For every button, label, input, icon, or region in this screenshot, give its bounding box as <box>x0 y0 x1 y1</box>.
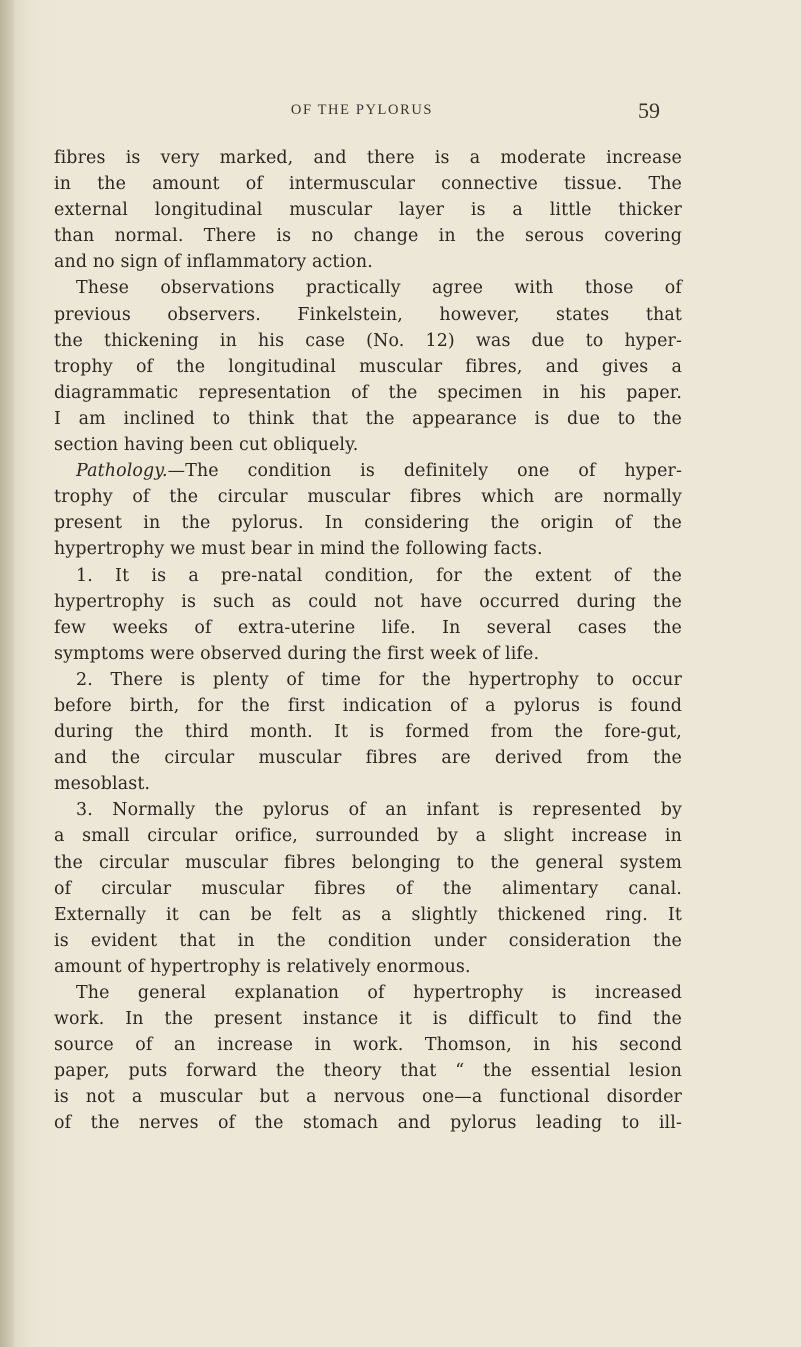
text-line: 1. It is a pre-natal condition, for the extent of the <box>76 565 682 586</box>
text-line-rest: —The condition is definitely one of hyper- <box>167 461 682 482</box>
text-line: and no sign of inflammatory action. <box>54 252 373 273</box>
text-line: mesoblast. <box>54 774 151 795</box>
body-text <box>54 145 682 1137</box>
text-line: of circular muscular fibres of the alimentary canal. <box>54 878 682 899</box>
text-line: trophy of the circular muscular fibres which are normally <box>54 487 682 508</box>
text-line: source of an increase in work. Thomson, in his second <box>54 1035 682 1056</box>
text-line: hypertrophy we must bear in mind the following facts. <box>54 539 543 560</box>
text-line <box>54 458 682 484</box>
text-line: trophy of the longitudinal muscular fibres, and gives a <box>54 356 682 377</box>
text-line: external longitudinal muscular layer is a little thicker <box>54 200 682 221</box>
text-line: paper, puts forward the theory that “ the essential lesion <box>54 1061 682 1082</box>
text-line: and the circular muscular fibres are derived from the <box>54 748 682 769</box>
text-line: is not a muscular but a nervous one—a functional disorder <box>54 1087 682 1108</box>
text-line: work. In the present instance it is difficult to find the <box>54 1009 682 1030</box>
text-line: the thickening in his case (No. 12) was due to hyper- <box>54 330 682 351</box>
text-line: in the amount of intermuscular connective tissue. The <box>54 174 682 195</box>
text-line: I am inclined to think that the appearance is due to the <box>54 408 682 429</box>
text-line: The general explanation of hypertrophy is increased <box>76 983 682 1003</box>
text-line: 2. There is plenty of time for the hypertrophy to occur <box>76 669 682 690</box>
text-line: amount of hypertrophy is relatively enormous. <box>54 956 471 977</box>
text-line: Externally it can be felt as a slightly thickened ring. It <box>54 904 682 925</box>
text-line: of the nerves of the stomach and pylorus leading to ill- <box>54 1113 682 1134</box>
text-line: hypertrophy is such as could not have occurred during the <box>54 591 682 612</box>
text-line: diagrammatic representation of the specimen in his paper. <box>54 382 682 403</box>
text-line: 3. Normally the pylorus of an infant is represented by <box>76 800 682 821</box>
text-line: present in the pylorus. In considering the origin of the <box>54 513 682 534</box>
binding-gutter-shadow <box>0 0 14 1347</box>
text-line: These observations practically agree with those of <box>76 278 682 299</box>
text-line: section having been cut obliquely. <box>54 435 359 456</box>
text-line: is evident that in the condition under consideration the <box>54 930 682 951</box>
text-line: few weeks of extra-uterine life. In several cases the <box>54 617 682 638</box>
text-line: symptoms were observed during the first week of life. <box>54 643 540 664</box>
text-line: fibres is very marked, and there is a moderate increase <box>54 148 682 168</box>
page-number: 59 <box>638 98 660 123</box>
text-line: a small circular orifice, surrounded by a slight increase in <box>54 826 682 847</box>
section-heading-pathology: Pathology. <box>76 461 168 482</box>
text-line: during the third month. It is formed from the fore-gut, <box>54 722 682 743</box>
running-head: OF THE PYLORUS <box>290 102 434 118</box>
text-line: before birth, for the first indication of a pylorus is found <box>54 695 682 716</box>
text-line: the circular muscular fibres belonging to the general system <box>54 852 682 873</box>
text-line: previous observers. Finkelstein, however, states that <box>54 304 682 325</box>
text-line: than normal. There is no change in the serous covering <box>54 226 682 247</box>
page-header <box>0 98 801 128</box>
